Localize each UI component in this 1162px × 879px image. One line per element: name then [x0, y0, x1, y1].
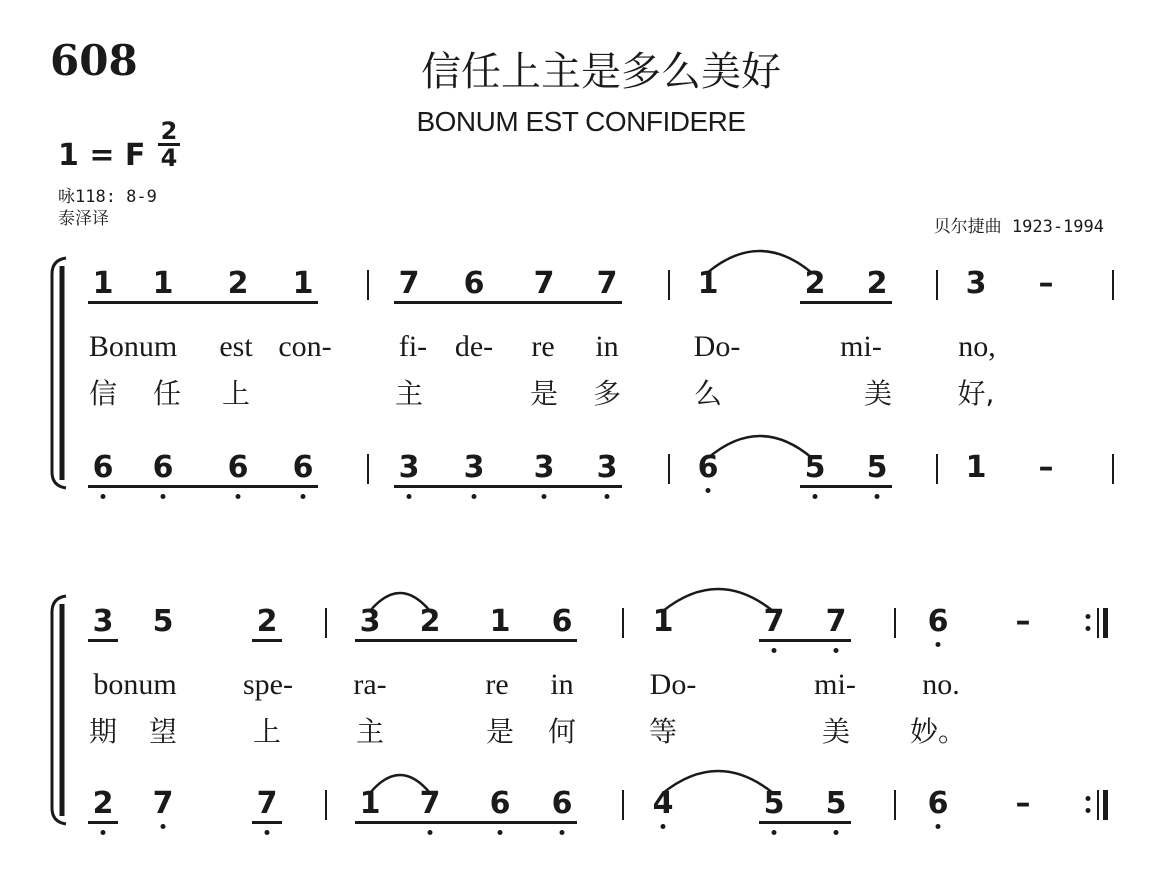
lyric-latin: spe-: [243, 668, 293, 701]
lyric-chinese: 美: [863, 377, 893, 410]
lyric-latin: de-: [454, 330, 494, 363]
beam-line: [474, 485, 544, 488]
bar-line: [936, 270, 938, 300]
note: 1: [697, 266, 719, 301]
lyric-chinese: 妙。: [909, 715, 967, 748]
lower-octave-dot: [236, 494, 241, 499]
lyric-chinese: 上: [252, 715, 282, 748]
title-latin-text: BONUM EST CONFIDERE: [416, 106, 746, 137]
lyric-latin: con-: [278, 330, 332, 363]
scripture-reference: 咏118: 8-9: [58, 187, 157, 207]
repeat-thin-bar: [1097, 790, 1099, 820]
note: 4: [652, 786, 674, 821]
meter-top: 2: [160, 117, 178, 145]
note: –: [1038, 450, 1054, 485]
beam-line: [430, 821, 500, 824]
slur: [658, 768, 778, 796]
lyric-chinese: 是: [529, 377, 559, 410]
lyric-chinese: 美: [821, 715, 851, 748]
bar-line: [668, 270, 670, 300]
lyric-chinese: 望: [148, 715, 178, 748]
note: 7: [152, 786, 174, 821]
lower-octave-dot: [834, 648, 839, 653]
lower-octave-dot: [542, 494, 547, 499]
hymn-number: 608: [50, 36, 138, 85]
title-chinese: [0, 40, 1162, 97]
lower-octave-dot: [101, 830, 106, 835]
lower-octave-dot: [428, 830, 433, 835]
translator-credit: 泰泽译: [58, 209, 109, 229]
note: 7: [398, 266, 420, 301]
bar-line: [1112, 454, 1114, 484]
lower-octave-dot: [265, 830, 270, 835]
beam-line: [774, 639, 836, 642]
note: 1: [359, 786, 381, 821]
underline: [252, 821, 282, 824]
lyric-chinese: 等: [648, 715, 678, 748]
beam-line: [500, 821, 562, 824]
underline: [88, 821, 118, 824]
lyric-latin: no,: [958, 330, 996, 363]
note: –: [1038, 266, 1054, 301]
note: 7: [763, 604, 785, 639]
repeat-thick-bar: [1103, 790, 1108, 820]
note: 7: [256, 786, 278, 821]
beam-line: [238, 301, 303, 304]
bar-line: [894, 790, 896, 820]
lower-octave-dot: [301, 494, 306, 499]
lyric-latin: Do-: [649, 668, 697, 701]
note: 3: [533, 450, 555, 485]
lower-octave-dot: [936, 642, 941, 647]
beam-line: [544, 485, 607, 488]
lower-octave-dot: [813, 494, 818, 499]
lower-octave-dot: [706, 488, 711, 493]
bar-line: [325, 608, 327, 638]
note: 3: [92, 604, 114, 639]
slur: [365, 590, 435, 614]
lyric-latin: in: [550, 668, 574, 701]
repeat-thin-bar: [1097, 608, 1099, 638]
note: 6: [463, 266, 485, 301]
beam-line: [430, 639, 500, 642]
lower-octave-dot: [407, 494, 412, 499]
note: 7: [825, 604, 847, 639]
note: 1: [292, 266, 314, 301]
lyric-latin: Do-: [693, 330, 741, 363]
note: 5: [825, 786, 847, 821]
lower-octave-dot: [161, 824, 166, 829]
lower-octave-dot: [560, 830, 565, 835]
underline: [88, 639, 118, 642]
note: 6: [292, 450, 314, 485]
lower-octave-dot: [834, 830, 839, 835]
lower-octave-dot: [605, 494, 610, 499]
note: –: [1015, 604, 1031, 639]
note: 1: [152, 266, 174, 301]
note: 5: [804, 450, 826, 485]
note: 1: [92, 266, 114, 301]
beam-line: [815, 485, 877, 488]
note: 2: [92, 786, 114, 821]
beam-line: [815, 301, 877, 304]
lyric-latin: ra-: [353, 668, 387, 701]
note: 6: [927, 604, 949, 639]
lyric-chinese: 期: [88, 715, 118, 748]
beam-line: [409, 301, 474, 304]
slur: [658, 586, 778, 614]
beam-line: [370, 639, 430, 642]
lyric-latin: re: [531, 330, 555, 363]
bar-line: [936, 454, 938, 484]
key-signature: 1 = F: [58, 138, 146, 173]
lower-octave-dot: [772, 648, 777, 653]
note: 7: [533, 266, 555, 301]
lyric-chinese: 好,: [957, 377, 995, 410]
note: 5: [763, 786, 785, 821]
repeat-dot: [1086, 796, 1091, 801]
note: 3: [965, 266, 987, 301]
slur: [365, 772, 435, 796]
lower-octave-dot: [161, 494, 166, 499]
note: 3: [398, 450, 420, 485]
beam-line: [474, 301, 544, 304]
beam-line: [103, 301, 163, 304]
lyric-chinese: 么: [693, 377, 723, 410]
lyric-latin: mi-: [840, 330, 882, 363]
note: 2: [256, 604, 278, 639]
lower-octave-dot: [101, 494, 106, 499]
note: 6: [227, 450, 249, 485]
note: 6: [152, 450, 174, 485]
lower-octave-dot: [772, 830, 777, 835]
system-bracket: [44, 594, 74, 826]
note: 7: [596, 266, 618, 301]
bar-line: [622, 790, 624, 820]
source-info: [58, 186, 157, 230]
lyric-latin: in: [595, 330, 619, 363]
repeat-thick-bar: [1103, 608, 1108, 638]
lyric-latin: bonum: [93, 668, 177, 701]
title-chinese-text: 信任上主是多么美好: [421, 49, 781, 95]
lyric-chinese: 上: [221, 377, 251, 410]
lyric-latin: fi-: [398, 330, 428, 363]
lyric-latin: est: [219, 330, 253, 363]
note: 6: [92, 450, 114, 485]
beam-line: [163, 485, 238, 488]
note: 2: [804, 266, 826, 301]
bar-line: [1112, 270, 1114, 300]
lyric-chinese: 信: [88, 377, 118, 410]
note: –: [1015, 786, 1031, 821]
beam-line: [163, 301, 238, 304]
slur: [702, 248, 817, 276]
lyric-chinese: 任: [152, 377, 182, 410]
lyric-chinese: 是: [485, 715, 515, 748]
meter-bottom: 4: [160, 144, 178, 172]
note: 5: [866, 450, 888, 485]
bar-line: [894, 608, 896, 638]
repeat-dot: [1086, 808, 1091, 813]
lyric-latin: re: [485, 668, 509, 701]
note: 1: [652, 604, 674, 639]
lyric-chinese: 主: [355, 715, 385, 748]
repeat-dot: [1086, 626, 1091, 631]
lyric-chinese: 多: [592, 377, 622, 410]
note: 6: [551, 786, 573, 821]
note: 1: [965, 450, 987, 485]
lyric-latin: mi-: [814, 668, 856, 701]
bar-line: [622, 608, 624, 638]
note: 7: [419, 786, 441, 821]
note: 2: [419, 604, 441, 639]
note: 3: [596, 450, 618, 485]
beam-line: [544, 301, 607, 304]
repeat-dot: [1086, 614, 1091, 619]
beam-line: [409, 485, 474, 488]
lower-octave-dot: [472, 494, 477, 499]
note: 6: [697, 450, 719, 485]
note: 3: [463, 450, 485, 485]
note: 2: [866, 266, 888, 301]
beam-line: [370, 821, 430, 824]
beam-line: [238, 485, 303, 488]
underline: [252, 639, 282, 642]
beam-line: [500, 639, 562, 642]
bar-line: [325, 790, 327, 820]
lower-octave-dot: [498, 830, 503, 835]
note: 6: [927, 786, 949, 821]
lyric-chinese: 何: [547, 715, 577, 748]
slur: [703, 433, 817, 461]
beam-line: [774, 821, 836, 824]
note: 6: [489, 786, 511, 821]
note: 1: [489, 604, 511, 639]
note: 3: [359, 604, 381, 639]
note: 2: [227, 266, 249, 301]
lower-octave-dot: [936, 824, 941, 829]
lower-octave-dot: [875, 494, 880, 499]
bar-line: [668, 454, 670, 484]
lyric-latin: no.: [922, 668, 960, 701]
system-bracket: [44, 256, 74, 490]
beam-line: [103, 485, 163, 488]
lyric-latin: Bonum: [88, 330, 178, 363]
composer-credit: 贝尔捷曲 1923-1994: [933, 217, 1104, 237]
bar-line: [367, 270, 369, 300]
bar-line: [367, 454, 369, 484]
lower-octave-dot: [661, 824, 666, 829]
note: 6: [551, 604, 573, 639]
lyric-chinese: 主: [394, 377, 424, 410]
time-signature: [158, 117, 180, 172]
note: 5: [152, 604, 174, 639]
